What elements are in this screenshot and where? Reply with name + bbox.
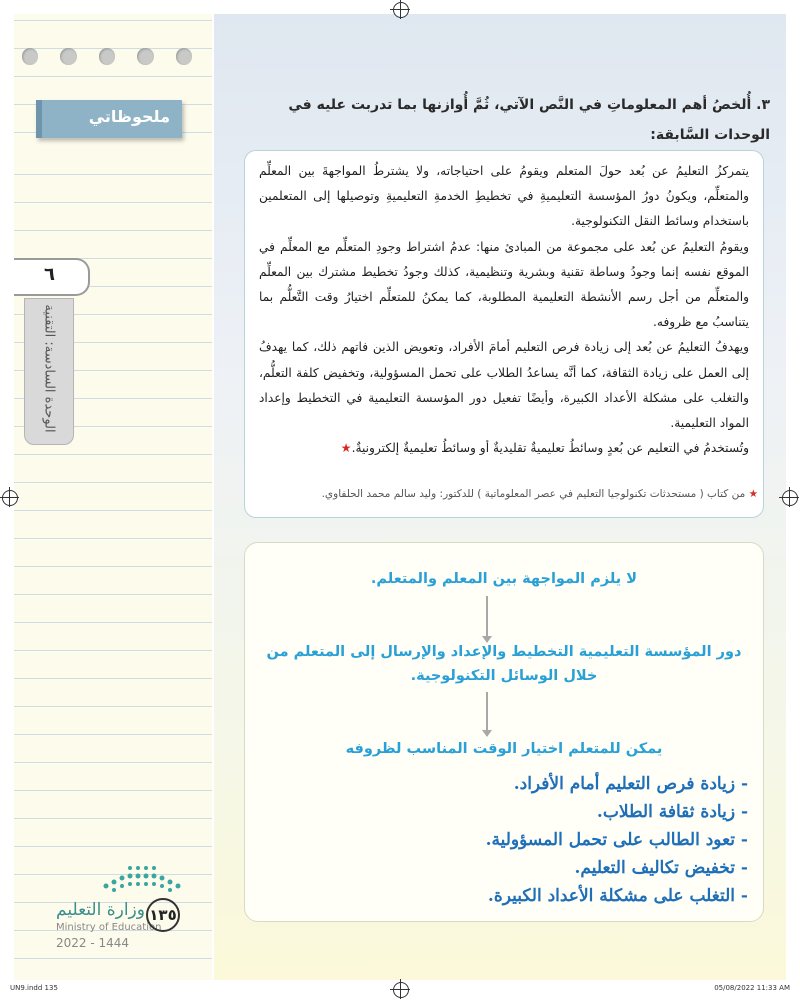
arrow-connector xyxy=(486,692,488,730)
binder-holes xyxy=(22,48,192,66)
question-text: ٣. أُلخصُ أهم المعلوماتِ في النَّص الآتي، ثُمَّ أُوازنها بما تدربت عليه في الوحدات السَّابقة: xyxy=(288,97,770,143)
list-item: - التغلب على مشكلة الأعداد الكبيرة. xyxy=(487,886,748,906)
notes-tab xyxy=(36,100,182,138)
answer-bullets xyxy=(288,770,748,910)
notes-sidebar xyxy=(14,14,212,980)
ministry-name-ar: وزارة التعليم xyxy=(56,900,145,920)
binder-hole xyxy=(99,48,115,65)
ministry-dots-icon xyxy=(100,862,188,894)
passage-last-line: وتُستخدمُ في التعليم عن بُعدٍ وسائطُ تعليميةٌ تقليديةٌ أو وسائطُ تعليميةٌ إلكترونيةٌ. xyxy=(351,441,749,456)
list-item: - زيادة فرص التعليم أمام الأفراد. xyxy=(513,774,748,794)
registration-mark-icon xyxy=(393,982,409,998)
answer-line-2: دور المؤسسة التعليمية التخطيط والإعداد والإرسال إلى المتعلم من خلال الوسائل التكنولوجية. xyxy=(266,644,742,684)
passage-paragraph xyxy=(259,436,749,461)
unit-title-tab xyxy=(24,298,74,445)
passage-paragraph: يتمركزُ التعليمُ عن بُعد حولَ المتعلم ويقومُ على احتياجاته، ولا يشترطُ المواجهةَ بين المعلِّم والمتعلِّم، ويكونُ دورُ المؤسسة التعليميةِ في تخطيطِ الخدمةِ التعليميةِ وتوصيلها إلى المتعلمين باستخدام وسائط النقل التكنولوجية. xyxy=(259,164,749,229)
binder-hole xyxy=(22,48,38,65)
slug-file: UN9.indd 135 xyxy=(10,984,58,992)
passage-paragraph: ويقومُ التعليمُ عن بُعد على مجموعة من المبادئ منها: عدمُ اشتراط وجودِ المتعلِّم مع المعلِّم في الموقع نفسه إنما وجودُ وساطة تقنية وبشرية وتنظيمية، كذلك وجودُ تخطيط مشترك بين المعلِّم والمتعلِّم من أجل رسم الأنشطة التعليمية المطلوبة، كما يمكنُ للمتعلِّم اختيارُ وقت التَّعلُّم بما يتناسبُ مع ظروفه. xyxy=(259,239,749,330)
arrow-down-icon xyxy=(482,730,492,737)
source-text: من كتاب ( مستحدثات تكنولوجيا التعليم في عصر المعلوماتية ) للدكتور: وليد سالم محمد الحلفاوي. xyxy=(321,488,746,500)
passage-box xyxy=(244,150,764,518)
binder-hole xyxy=(60,48,76,65)
slug-date: 05/08/2022 11:33 AM xyxy=(714,984,790,992)
source-citation xyxy=(270,488,758,500)
notes-label: ملحوظاتي xyxy=(88,107,170,126)
registration-mark-icon xyxy=(2,490,18,506)
edition-year: 2022 - 1444 xyxy=(56,936,130,950)
list-item: - زيادة ثقافة الطلاب. xyxy=(596,802,748,822)
registration-mark-icon xyxy=(393,2,409,18)
arrow-connector xyxy=(486,596,488,636)
list-item: - تعود الطالب على تحمل المسؤولية. xyxy=(485,830,748,850)
footnote-star-icon: ★ xyxy=(340,441,352,456)
passage-paragraph: ويهدفُ التعليمُ عن بُعد إلى زيادة فرص التعليم أمامَ الأفراد، وتعويض الذين فاتهم ذلك، كما يهدفُ إلى العمل على زيادة الثقافة، كما أنَّه يساعدُ الطلاب على تحمل المسؤولية، وتخفيض كلفة التعلُّم، والتغلب على مشكلة الأعداد الكبيرة، وأيضًا تفعيل دور المؤسسة التعليمية في التخطيط وإعداد المواد التعليمية. xyxy=(259,340,749,431)
citation-star-icon: ★ xyxy=(748,488,758,500)
unit-number-tab xyxy=(14,258,90,296)
page-number: ١٣٥ xyxy=(146,898,180,932)
binder-hole xyxy=(176,48,192,65)
registration-mark-icon xyxy=(782,490,798,506)
list-item: - تخفيض تكاليف التعليم. xyxy=(574,858,748,878)
answer-line-1: لا يلزم المواجهة بين المعلم والمتعلم. xyxy=(370,571,638,587)
unit-title: الوحدة السادسة: التقنية xyxy=(41,304,57,433)
binder-hole xyxy=(137,48,153,65)
unit-number: ٦ xyxy=(44,264,55,285)
answer-line-3: يمكن للمتعلم اختيار الوقت المناسب لظروفه xyxy=(345,741,663,757)
ministry-name-en: Ministry of Education xyxy=(56,922,162,933)
